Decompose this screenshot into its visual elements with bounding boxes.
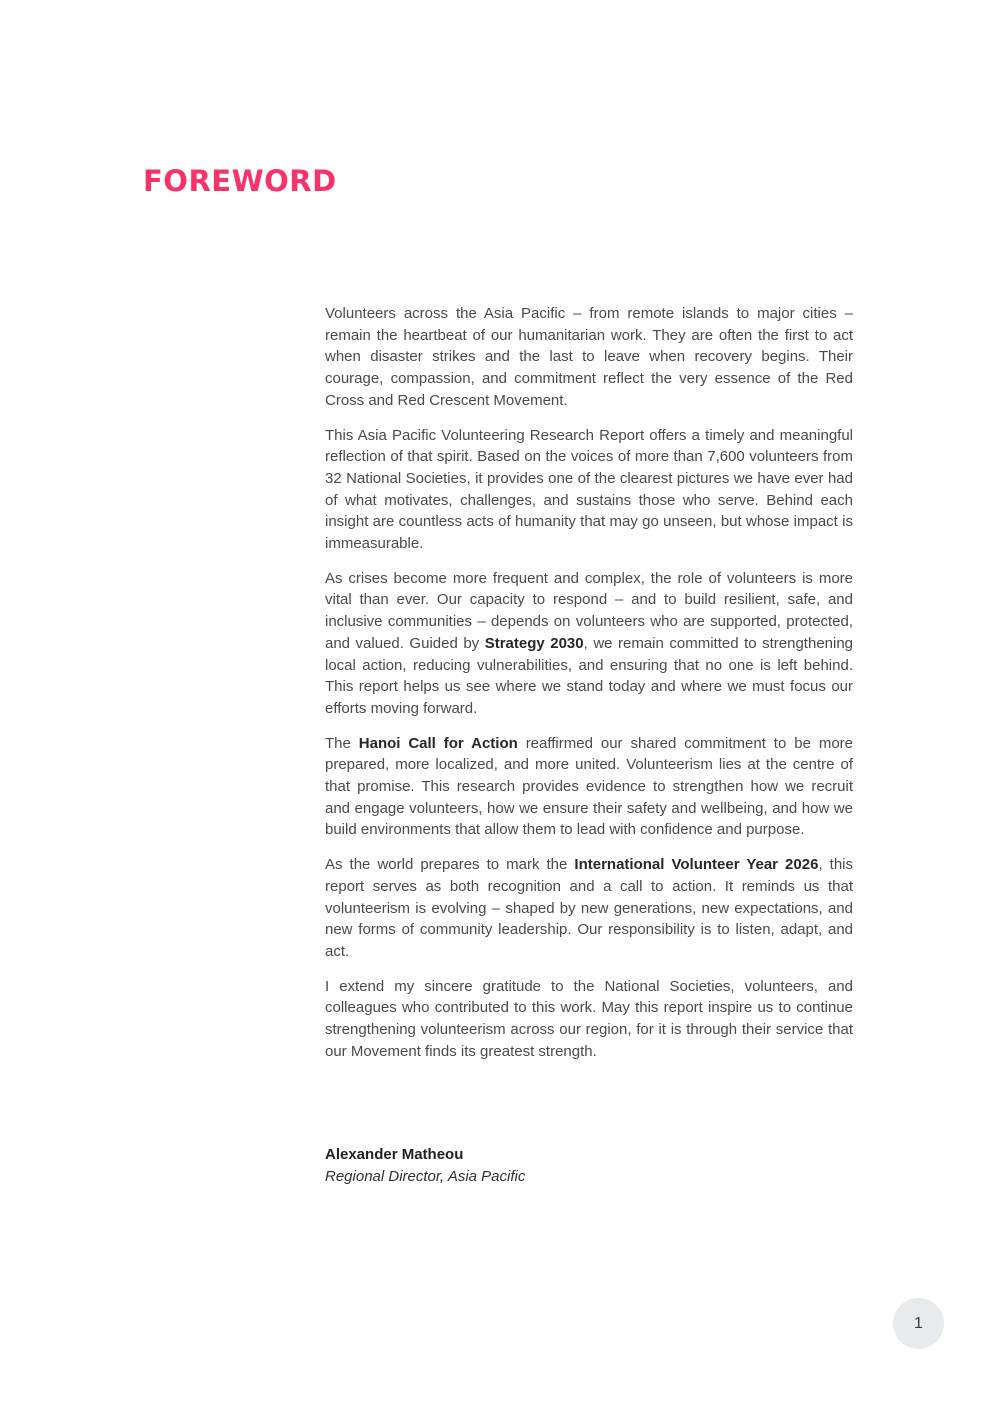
foreword-title: FOREWORD bbox=[143, 164, 337, 198]
foreword-paragraph: I extend my sincere gratitude to the National Societies, volunteers, and colleagues who contributed to this work. May this report inspire us to continue strengthening volunteerism across our region, for it is through their service that our Movement finds its greatest strength. bbox=[325, 977, 853, 1060]
page-number: 1 bbox=[914, 1314, 923, 1332]
foreword-paragraph: As the world prepares to mark the International Volunteer Year 2026, this report serves as both recognition and a call to action. It reminds us that volunteerism is evolving – shaped by new generations, new expectations, and new forms of community leadership. Our responsibility is to listen, adapt, and act. bbox=[325, 856, 853, 960]
page-number-badge bbox=[893, 1298, 944, 1349]
foreword-paragraph: This Asia Pacific Volunteering Research Report offers a timely and meaningful reflection of that spirit. Based on the voices of more than 7,600 volunteers from 32 National Societies, it provides one of the clearest pictures we have ever had of what motivates, challenges, and sustains those who serve. Behind each insight are countless acts of humanity that may go unseen, but whose impact is immeasurable. bbox=[325, 426, 853, 553]
signature-block bbox=[325, 1144, 525, 1188]
foreword-paragraph: The Hanoi Call for Action reaffirmed our shared commitment to be more prepared, more localized, and more united. Volunteerism lies at the centre of that promise. This research provides evidence to strengthen how we recruit and engage volunteers, how we ensure their safety and wellbeing, and how we build environments that allow them to lead with confidence and purpose. bbox=[325, 734, 853, 839]
foreword-paragraphs bbox=[325, 303, 853, 1076]
foreword-paragraph: As crises become more frequent and complex, the role of volunteers is more vital than ever. Our capacity to respond – and to build resilient, safe, and inclusive communities – depends on volunteers who are supported, protected, and valued. Guided by Strategy 2030, we remain committed to strengthening local action, reducing vulnerabilities, and ensuring that no one is left behind. This report helps us see where we stand today and where we must focus our efforts moving forward. bbox=[325, 569, 854, 717]
signatory-role: Regional Director, Asia Pacific bbox=[325, 1168, 526, 1185]
signatory-name: Alexander Matheou bbox=[325, 1146, 464, 1163]
foreword-paragraph: Volunteers across the Asia Pacific – from remote islands to major cities – remain the heartbeat of our humanitarian work. They are often the first to act when disaster strikes and the last to leave when recovery begins. Their courage, compassion, and commitment reflect the very essence of the Red Cross and Red Crescent Movement. bbox=[325, 305, 853, 409]
